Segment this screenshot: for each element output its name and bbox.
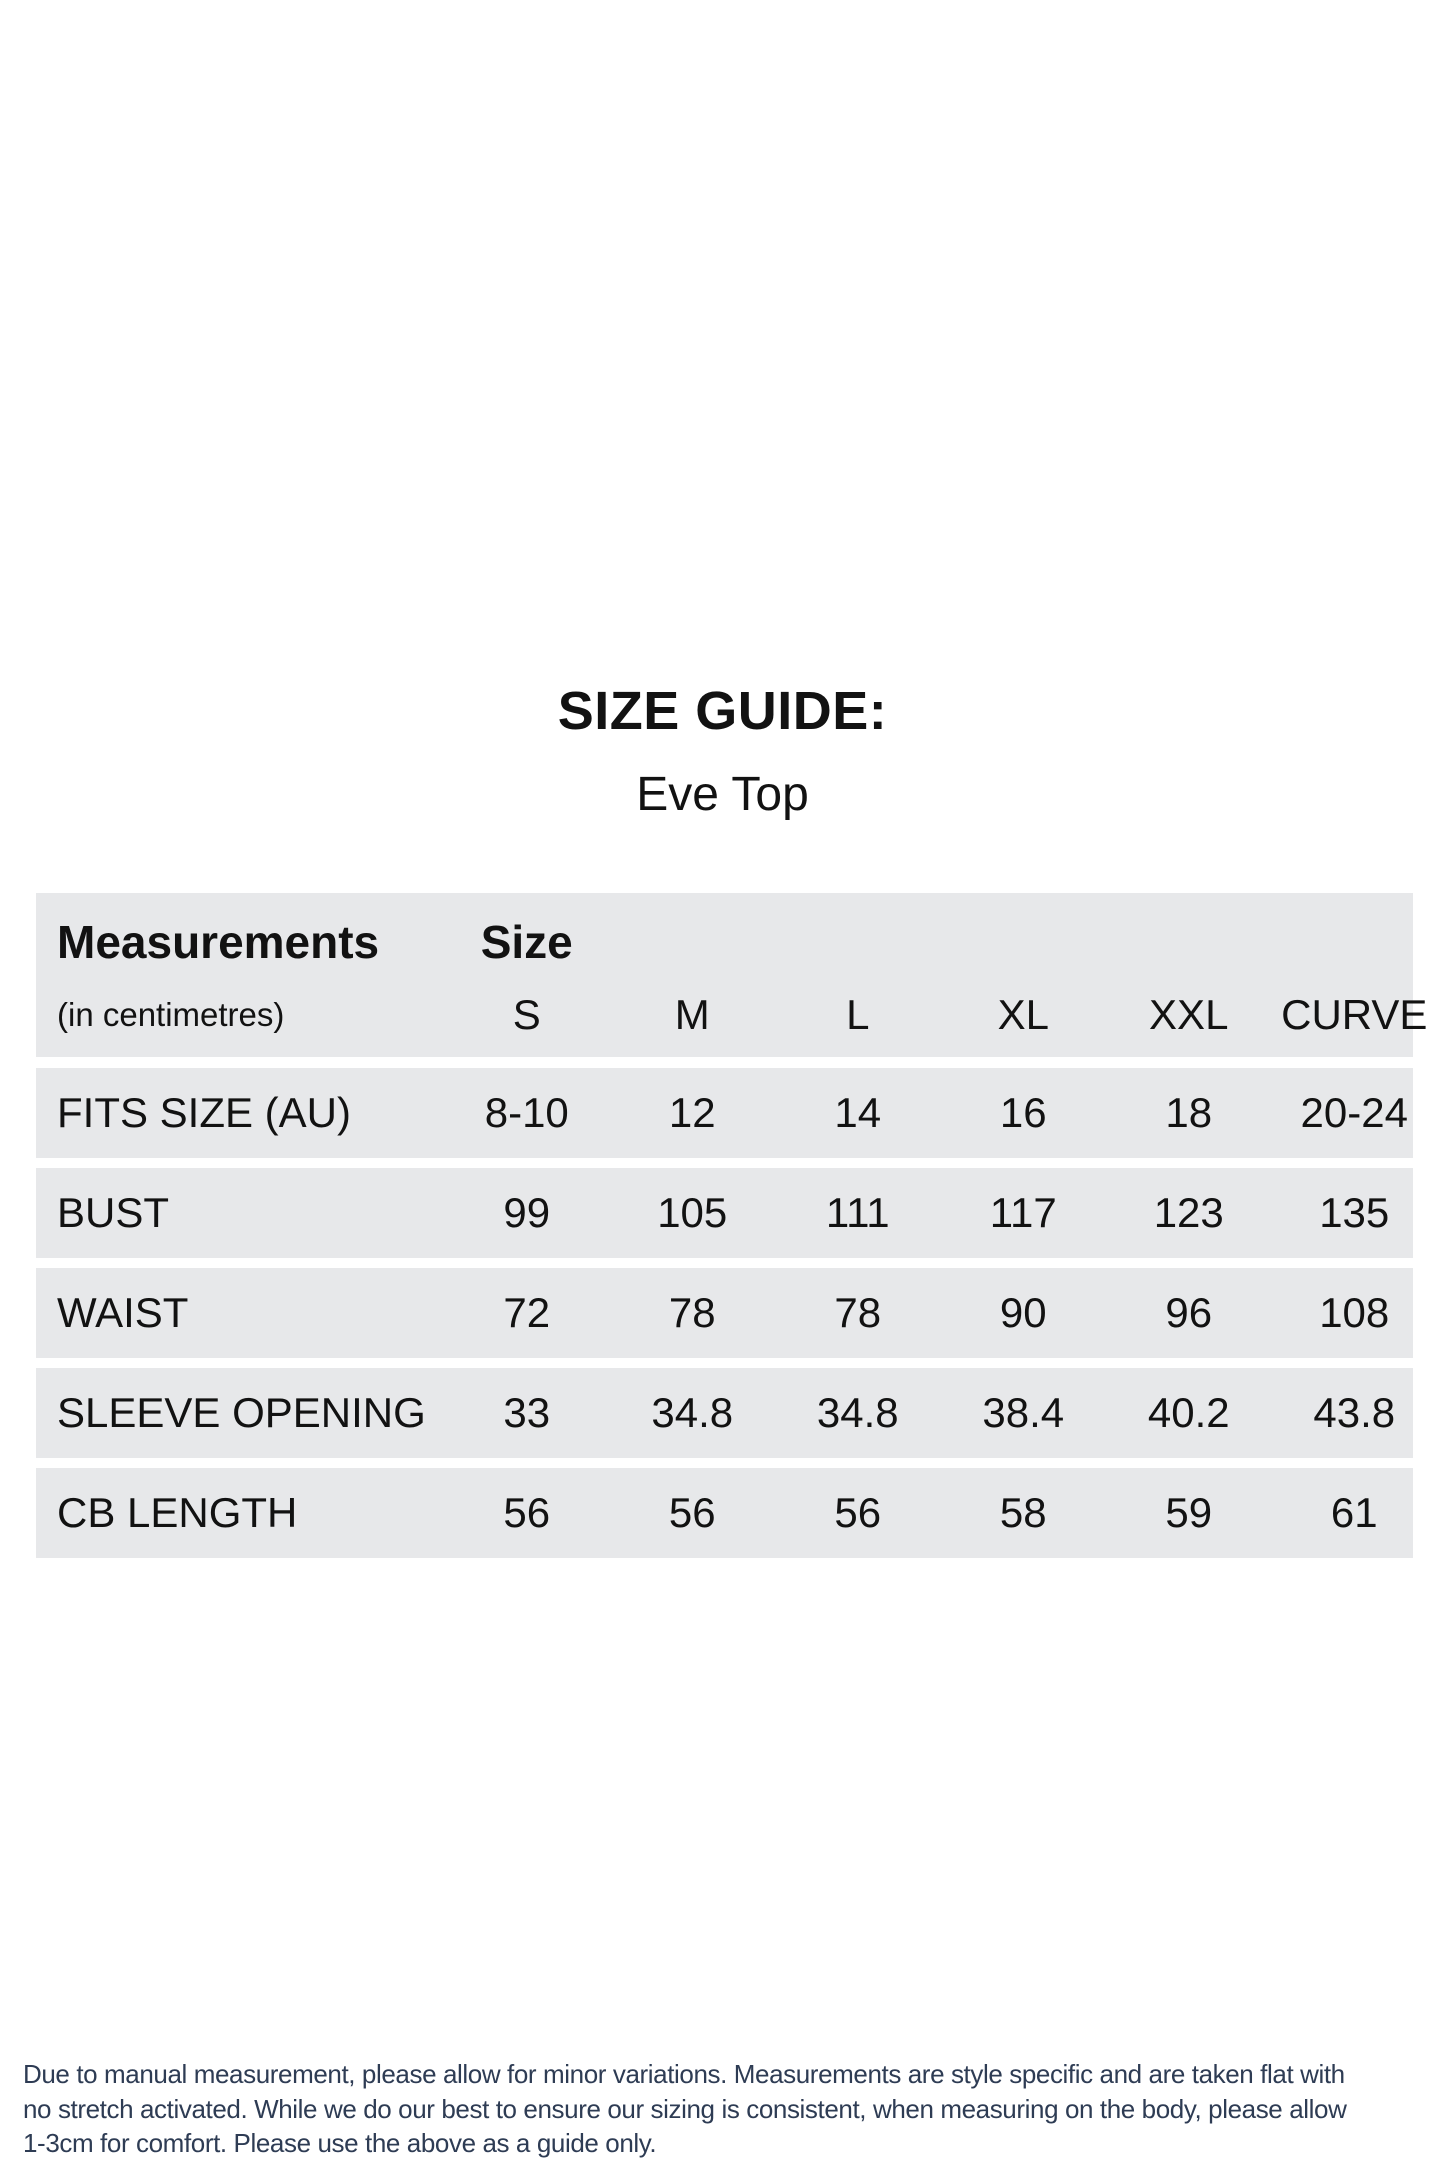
cell-value: 117 (989, 1189, 1057, 1236)
cell-value: 61 (1330, 1489, 1378, 1536)
cell-value: 43.8 (1313, 1389, 1396, 1436)
cell-value: 90 (999, 1289, 1047, 1336)
disclaimer-line: 1-3cm for comfort. Please use the above as a guide only. (23, 2128, 657, 2158)
cell-value: 105 (657, 1189, 728, 1236)
cell-value: 58 (999, 1489, 1047, 1536)
cell-value: 78 (668, 1289, 716, 1336)
cell-value: 56 (668, 1489, 716, 1536)
cell-value: 38.4 (982, 1389, 1065, 1436)
size-heading-columns (444, 917, 1437, 967)
cell-value: 8-10 (484, 1089, 569, 1136)
column-header-m: M (674, 991, 710, 1038)
cell-value: 34.8 (651, 1389, 734, 1436)
row-label: SLEEVE OPENING (57, 1389, 426, 1436)
row-label: WAIST (57, 1289, 189, 1336)
units-note: (in centimetres) (57, 996, 285, 1033)
row-label: CB LENGTH (57, 1489, 298, 1536)
column-header-l: L (846, 991, 870, 1038)
disclaimer-line: Due to manual measurement, please allow for minor variations. Measurements are style specific and are taken flat with (23, 2059, 1345, 2089)
cell-value: 111 (825, 1189, 890, 1236)
cell-value: 99 (503, 1189, 551, 1236)
table-header-row (36, 893, 1428, 1057)
row-label: FITS SIZE (AU) (57, 1089, 351, 1136)
cell-value: 12 (668, 1089, 716, 1136)
table-row-waist (36, 1268, 1413, 1358)
cell-value: 123 (1153, 1189, 1224, 1236)
size-column-headers (444, 992, 1437, 1038)
table-row-sleeve-opening (36, 1368, 1413, 1458)
cell-value: 59 (1165, 1489, 1213, 1536)
table-row-cb-length (36, 1468, 1413, 1558)
size-table (36, 893, 1428, 1568)
product-name: Eve Top (636, 768, 809, 821)
cell-value: 96 (1165, 1289, 1213, 1336)
column-header-xl: XL (997, 991, 1049, 1038)
size-heading: Size (480, 916, 573, 968)
table-row-fits-size (36, 1068, 1413, 1158)
measurement-disclaimer (23, 2057, 1423, 2161)
row-label: BUST (57, 1189, 170, 1236)
column-header-xxl: XXL (1149, 991, 1229, 1038)
cell-value: 20-24 (1300, 1089, 1408, 1136)
table-row-bust (36, 1168, 1413, 1258)
cell-value: 56 (834, 1489, 882, 1536)
cell-value: 135 (1319, 1189, 1390, 1236)
cell-value: 56 (503, 1489, 551, 1536)
cell-value: 18 (1165, 1089, 1213, 1136)
cell-value: 108 (1319, 1289, 1390, 1336)
cell-value: 78 (834, 1289, 882, 1336)
cell-value: 72 (503, 1289, 551, 1336)
cell-value: 40.2 (1147, 1389, 1230, 1436)
column-header-curve: CURVE (1281, 991, 1428, 1038)
disclaimer-line: no stretch activated. While we do our best to ensure our sizing is consistent, when measuring on the body, please allow (23, 2093, 1347, 2124)
page-title: SIZE GUIDE: (557, 681, 888, 741)
table-header-line-1 (36, 917, 1413, 967)
column-header-s: S (512, 991, 541, 1038)
cell-value: 33 (503, 1389, 551, 1436)
table-header-line-2 (36, 991, 1428, 1038)
cell-value: 34.8 (816, 1389, 899, 1436)
measurements-heading: Measurements (57, 916, 380, 968)
cell-value: 16 (999, 1089, 1047, 1136)
cell-value: 14 (834, 1089, 882, 1136)
